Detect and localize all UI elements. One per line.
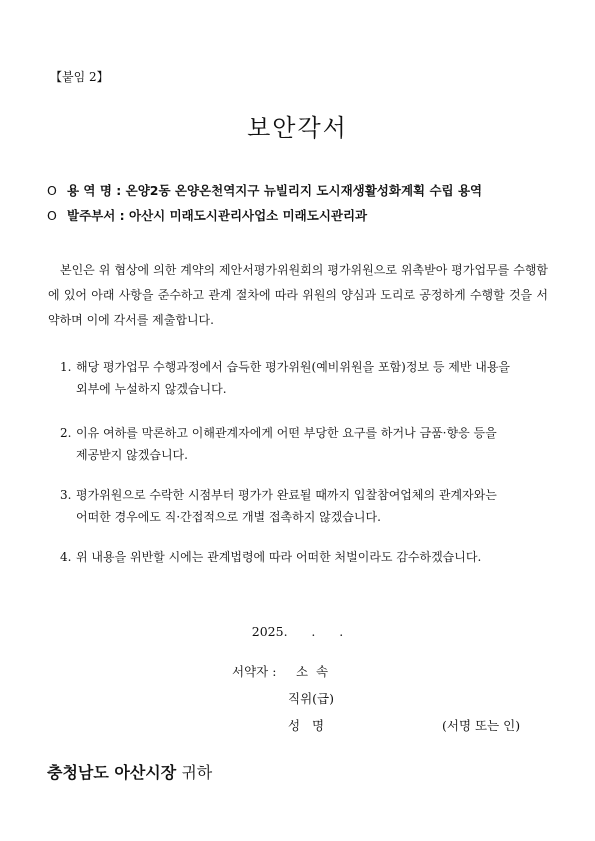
item-number: 2. xyxy=(60,426,72,440)
pledge-item xyxy=(60,546,550,568)
info-text: 발주부서 : 아산시 미래도시관리사업소 미래도시관리과 xyxy=(67,208,368,223)
addressee-suffix: 귀하 xyxy=(181,763,213,782)
pledger-label: 서약자 : xyxy=(232,664,277,679)
intro-paragraph: 본인은 위 협상에 의한 계약의 제안서평가위원회의 평가위원으로 위촉받아 평가업무를 수행함에 있어 아래 사항을 준수하고 관계 절차에 따라 위원의 양심과 도리로 공정하게 수행할 것을 서약하며 이에 각서를 제출합니다. xyxy=(48,263,548,327)
item-text-line2: 제공받지 않겠습니다. xyxy=(76,448,188,462)
circle-bullet-icon: O xyxy=(47,183,57,198)
pledge-item xyxy=(60,356,550,400)
item-text-line2: 어떠한 경우에도 직·간접적으로 개별 접촉하지 않겠습니다. xyxy=(76,510,381,524)
sign-note: (서명 또는 인) xyxy=(442,718,521,733)
item-number: 4. xyxy=(60,550,72,564)
item-number: 1. xyxy=(60,360,72,374)
pledge-item xyxy=(60,484,550,528)
affiliation-label: 소 속 xyxy=(296,664,329,679)
info-line-department xyxy=(47,206,367,224)
pledge-item xyxy=(60,422,550,466)
addressee-name: 충청남도 아산시장 xyxy=(47,763,177,782)
item-text-line1: 평가위원으로 수락한 시점부터 평가가 완료될 때까지 입찰참여업체의 관계자와는 xyxy=(76,488,497,502)
document-title: 보안각서 xyxy=(247,114,348,142)
attachment-label: 【붙임 2】 xyxy=(50,70,109,84)
addressee-line xyxy=(47,760,212,783)
info-text: 용 역 명 : 온양2동 온양온천역지구 뉴빌리지 도시재생활성화계획 수립 용역 xyxy=(67,183,483,198)
item-text-line1: 이유 여하를 막론하고 이해관계자에게 어떤 부당한 요구를 하거나 금품·향응 등을 xyxy=(76,426,497,440)
item-number: 3. xyxy=(60,488,72,502)
info-line-service-name xyxy=(47,181,482,199)
position-label: 직위(급) xyxy=(288,691,334,706)
circle-bullet-icon: O xyxy=(47,208,57,223)
item-text-line2: 외부에 누설하지 않겠습니다. xyxy=(76,382,227,396)
item-text-line1: 위 내용을 위반할 시에는 관계법령에 따라 어떠한 처벌이라도 감수하겠습니다. xyxy=(76,550,482,564)
item-text-line1: 해당 평가업무 수행과정에서 습득한 평가위원(예비위원을 포함)정보 등 제반 내용을 xyxy=(76,360,511,374)
name-label: 성 명 xyxy=(288,718,325,733)
date-line: 2025. . . xyxy=(251,624,344,639)
